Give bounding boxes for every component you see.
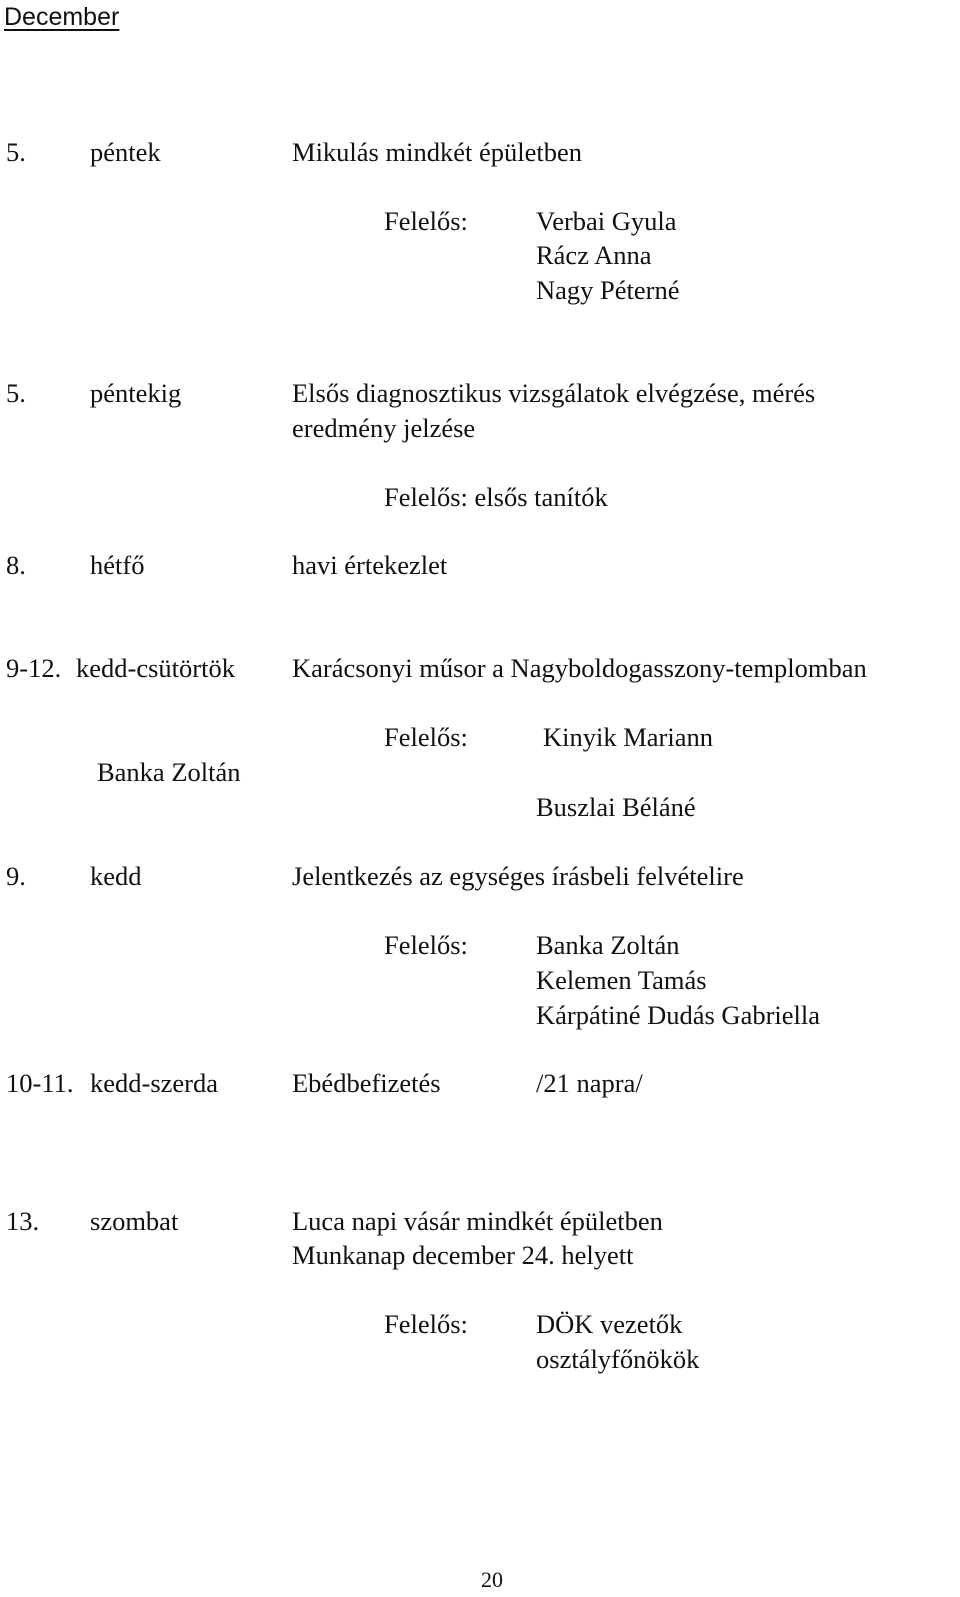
responsible-label: Felelős:	[384, 206, 468, 236]
page-heading: December	[4, 3, 120, 31]
entry-day: 10-11.	[6, 1068, 74, 1098]
entry-weekday: péntekig	[90, 378, 182, 408]
entry-weekday: kedd-szerda	[90, 1068, 219, 1098]
entry-weekday: hétfő	[90, 550, 145, 580]
responsible-person: Kárpátiné Dudás Gabriella	[536, 1000, 821, 1030]
entry-weekday: kedd-csütörtök	[76, 653, 235, 683]
entry-event: Mikulás mindkét épületben	[292, 137, 582, 167]
entry-event: Karácsonyi műsor a Nagyboldogasszony-templomban	[292, 653, 867, 683]
entry-weekday: kedd	[90, 861, 142, 891]
responsible-label: Felelős:	[384, 1309, 468, 1339]
entry-day: 5.	[6, 137, 26, 167]
responsible-person: Kinyik Mariann	[543, 722, 714, 752]
responsible-label: Felelős:	[384, 722, 468, 752]
responsible-person: Rácz Anna	[536, 240, 652, 270]
responsible-person: Verbai Gyula	[536, 206, 677, 236]
entry-day: 9.	[6, 861, 26, 891]
responsible-person: osztályfőnökök	[536, 1344, 700, 1374]
entry-weekday: szombat	[90, 1206, 179, 1236]
entry-event-line: eredmény jelzése	[292, 413, 476, 443]
entry-day: 5.	[6, 378, 26, 408]
entry-day: 8.	[6, 550, 26, 580]
entry-event-line: Elsős diagnosztikus vizsgálatok elvégzése, mérés	[292, 378, 816, 408]
entry-event: Jelentkezés az egységes írásbeli felvételire	[292, 861, 744, 891]
entry-event: Ebédbefizetés	[292, 1068, 441, 1098]
entry-event-line: Luca napi vásár mindkét épületben	[292, 1206, 663, 1236]
responsible-person: Banka Zoltán	[97, 757, 241, 787]
responsible-person: Buszlai Béláné	[536, 792, 696, 822]
page-number: 20	[481, 1567, 503, 1592]
responsible-text: Felelős: elsős tanítók	[384, 482, 608, 512]
entry-event-line: Munkanap december 24. helyett	[292, 1240, 634, 1270]
entry-weekday: péntek	[90, 137, 161, 167]
entry-note: /21 napra/	[536, 1068, 643, 1098]
responsible-label: Felelős:	[384, 930, 468, 960]
responsible-person: Kelemen Tamás	[536, 965, 707, 995]
entry-day: 9-12.	[6, 653, 62, 683]
entry-day: 13.	[6, 1206, 40, 1236]
responsible-person: Banka Zoltán	[536, 930, 680, 960]
entry-event: havi értekezlet	[292, 550, 448, 580]
responsible-person: Nagy Péterné	[536, 275, 680, 305]
responsible-person: DÖK vezetők	[536, 1309, 683, 1339]
